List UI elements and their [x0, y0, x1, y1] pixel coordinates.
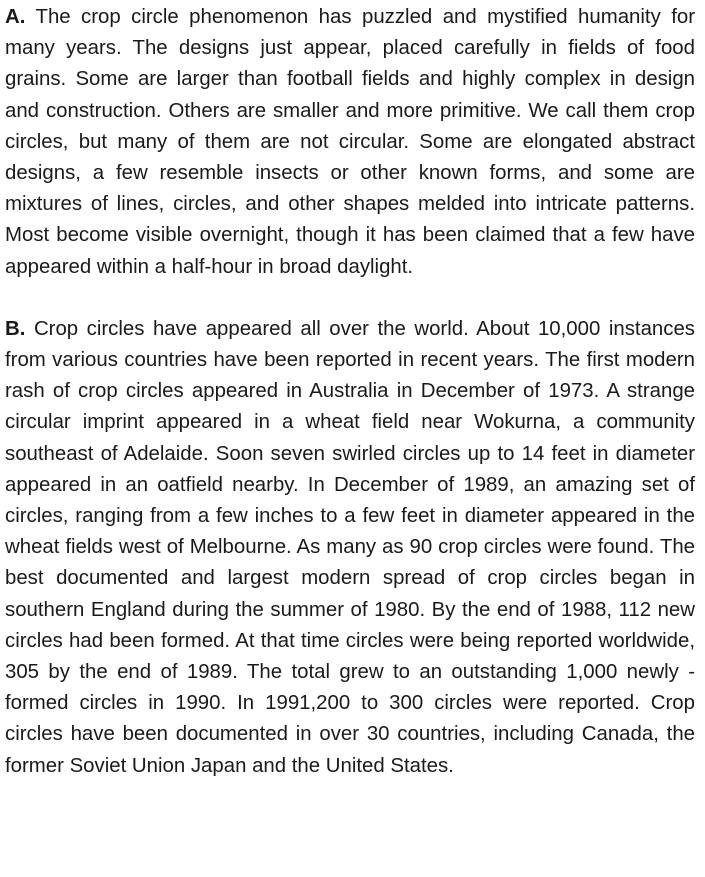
paragraph-a-label: A.: [5, 6, 26, 28]
paragraph-b: [5, 314, 695, 782]
paragraph-b-text: Crop circles have appeared all over the world. About 10,000 instances from various countries have been reported in recent years. The first modern rash of crop circles appeared in Australia in December of 1973. A strange circular imprint appeared in a wheat field near Wokurna, a community southeast of Adelaide. Soon seven swirled circles up to 14 feet in diameter appeared in an oatfield nearby. In December of 1989, an amazing set of circles, ranging from a few inches to a few feet in diameter appeared in the wheat fields west of Melbourne. As many as 90 crop circles were found. The best documented and largest modern spread of crop circles began in southern England during the summer of 1980. By the end of 1988, 112 new circles had been formed. At that time circles were being reported worldwide, 305 by the end of 1989. The total grew to an outstanding 1,000 newly - formed circles in 1990. In 1991,200 to 300 circles were reported. Crop circles have been documented in over 30 countries, including Canada, the former Soviet Union Japan and the United States.: [5, 317, 695, 777]
paragraph-a: [5, 2, 695, 283]
paragraph-a-text: The crop circle phenomenon has puzzled and mystified humanity for many years. The designs just appear, placed carefully in fields of food grains. Some are larger than football fields and highly complex in design and construction. Others are smaller and more primitive. We call them crop circles, but many of them are not circular. Some are elongated abstract designs, a few resemble insects or other known forms, and some are mixtures of lines, circles, and other shapes melded into intricate patterns. Most become visible overnight, though it has been claimed that a few have appeared within a half-hour in broad daylight.: [5, 6, 696, 278]
paragraph-b-label: B.: [5, 317, 26, 340]
document-body: [5, 2, 695, 782]
